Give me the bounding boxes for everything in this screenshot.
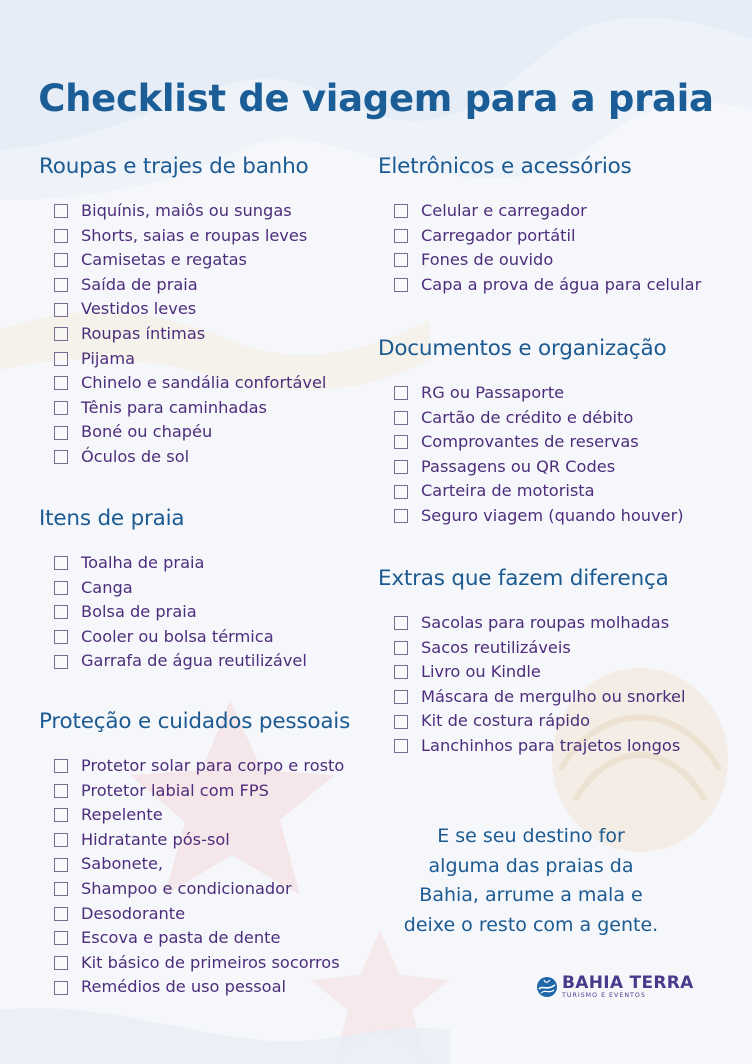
checklist-item-label: Shampoo e condicionador [81, 878, 292, 898]
checklist-item-label: Tênis para caminhadas [81, 397, 267, 417]
brand-logo [536, 974, 694, 1000]
checklist-item-label: Celular e carregador [421, 201, 587, 220]
checkbox[interactable] [54, 956, 68, 970]
checkbox[interactable] [54, 907, 68, 921]
checkbox[interactable] [54, 253, 68, 267]
closing-line: alguma das praias da [428, 854, 634, 877]
globe-logo-icon [536, 976, 558, 998]
checkbox[interactable] [54, 303, 68, 317]
checkbox[interactable] [54, 784, 68, 798]
checklist-item [39, 199, 326, 224]
checklist-item-label: Chinelo e sandália confortável [81, 373, 327, 393]
checklist-item [378, 504, 684, 529]
checklist-item [39, 273, 326, 298]
checklist-item [39, 754, 350, 779]
checklist-item [378, 248, 701, 273]
checklist-item-label: Comprovantes de reservas [421, 432, 639, 452]
checklist-item [39, 224, 326, 249]
checklist-item-label: Hidratante pós-sol [81, 829, 230, 849]
checkbox[interactable] [54, 426, 68, 440]
checklist-item [39, 445, 326, 470]
section-itens-praia [39, 506, 307, 674]
checklist-item [39, 779, 350, 804]
checkbox[interactable] [394, 229, 408, 243]
checklist-item [39, 625, 307, 650]
checklist-item [39, 852, 350, 877]
checklist-item-label: Fones de ouvido [421, 250, 554, 270]
checklist-item-label: Escova e pasta de dente [81, 928, 281, 948]
checkbox[interactable] [54, 450, 68, 464]
section-heading: Documentos e organização [378, 336, 667, 361]
checkbox[interactable] [394, 204, 408, 218]
checklist-item [378, 479, 684, 504]
checklist-item [39, 902, 350, 927]
checklist-item [378, 430, 684, 455]
closing-line: E se seu destino for [437, 825, 625, 847]
checklist-item-label: Óculos de sol [81, 446, 190, 466]
checklist-item [39, 396, 326, 421]
checklist [378, 199, 701, 297]
checkbox[interactable] [54, 401, 68, 415]
checkbox[interactable] [54, 931, 68, 945]
checkbox[interactable] [54, 759, 68, 773]
checkbox[interactable] [54, 655, 68, 669]
checkbox[interactable] [394, 641, 408, 655]
checkbox[interactable] [394, 739, 408, 753]
checklist-item-label: RG ou Passaporte [421, 383, 565, 402]
checklist-item [378, 611, 686, 636]
checklist-item [39, 649, 307, 674]
checkbox[interactable] [54, 204, 68, 218]
checklist-item-label: Protetor labial com FPS [81, 780, 269, 800]
checklist-item-label: Remédios de uso pessoal [81, 977, 287, 997]
checklist-item-label: Sabonete, [81, 854, 164, 874]
checkbox[interactable] [394, 665, 408, 679]
checklist [39, 199, 326, 470]
checkbox[interactable] [394, 509, 408, 523]
checklist-item-label: Lanchinhos para trajetos longos [421, 735, 681, 755]
checklist-item [378, 199, 701, 224]
checklist-item [39, 248, 326, 273]
checklist-item-label: Máscara de mergulho ou snorkel [421, 686, 686, 706]
checklist-item-label: Shorts, saias e roupas leves [81, 225, 308, 245]
checklist-item-label: Capa a prova de água para celular [421, 274, 702, 294]
section-roupas [39, 154, 326, 470]
section-heading: Roupas e trajes de banho [39, 154, 309, 179]
checklist-item-label: Cooler ou bolsa térmica [81, 626, 274, 646]
checklist-item-label: Vestidos leves [81, 299, 197, 319]
brand-name: BAHIA TERRA [562, 973, 694, 993]
checklist-item [39, 877, 350, 902]
brand-tagline: TURISMO E EVENTOS [562, 992, 646, 999]
checklist-item [378, 406, 684, 431]
checklist-item-label: Saída de praia [81, 274, 198, 294]
checkbox[interactable] [54, 630, 68, 644]
checklist-item-label: Passagens ou QR Codes [421, 456, 616, 476]
checklist-item-label: Seguro viagem (quando houver) [421, 505, 684, 525]
checklist-item [39, 926, 350, 951]
checkbox[interactable] [54, 327, 68, 341]
checklist-item-label: Sacos reutilizáveis [421, 637, 571, 657]
checklist-item [39, 347, 326, 372]
checklist-item-label: Sacolas para roupas molhadas [421, 613, 670, 632]
checkbox[interactable] [54, 833, 68, 847]
section-heading: Extras que fazem diferença [378, 566, 669, 591]
section-protecao [39, 709, 350, 1000]
section-eletronicos [378, 154, 701, 297]
checklist-item-label: Canga [81, 577, 133, 597]
checkbox[interactable] [394, 411, 408, 425]
checkbox[interactable] [394, 715, 408, 729]
checkbox[interactable] [54, 882, 68, 896]
checkbox[interactable] [394, 460, 408, 474]
closing-line: Bahia, arrume a mala e [419, 884, 643, 906]
checklist-item [39, 371, 326, 396]
checklist-item-label: Roupas íntimas [81, 323, 206, 343]
checklist-item-label: Carteira de motorista [421, 481, 595, 501]
checklist-item [39, 551, 307, 576]
checklist-item [378, 381, 684, 406]
section-heading: Eletrônicos e acessórios [378, 154, 632, 179]
checklist-item-label: Kit básico de primeiros socorros [81, 952, 340, 972]
checkbox[interactable] [54, 858, 68, 872]
checklist-item-label: Livro ou Kindle [421, 662, 541, 682]
checkbox[interactable] [54, 278, 68, 292]
closing-message [390, 822, 672, 940]
checkbox[interactable] [394, 386, 408, 400]
checkbox[interactable] [54, 605, 68, 619]
checklist-item-label: Biquínis, maiôs ou sungas [81, 201, 292, 220]
checklist-item [39, 322, 326, 347]
checkbox[interactable] [54, 229, 68, 243]
checklist-item [39, 951, 350, 976]
checklist-item-label: Pijama [81, 348, 136, 368]
checkbox[interactable] [54, 556, 68, 570]
checklist-item-label: Carregador portátil [421, 225, 576, 245]
checklist-item [378, 660, 686, 685]
checklist-item [39, 803, 350, 828]
checklist-item [39, 576, 307, 601]
checkbox[interactable] [394, 485, 408, 499]
checkbox[interactable] [394, 690, 408, 704]
checkbox[interactable] [54, 352, 68, 366]
checklist-item [39, 297, 326, 322]
checkbox[interactable] [54, 376, 68, 390]
checkbox[interactable] [394, 435, 408, 449]
section-heading: Itens de praia [39, 506, 185, 531]
checklist-item [39, 420, 326, 445]
checklist-item [378, 685, 686, 710]
page-title: Checklist de viagem para a praia [38, 76, 714, 120]
checkbox[interactable] [394, 253, 408, 267]
section-extras [378, 566, 686, 759]
checklist [39, 754, 350, 1000]
checklist-item-label: Repelente [81, 805, 163, 825]
checkbox[interactable] [54, 981, 68, 995]
checkbox[interactable] [394, 278, 408, 292]
section-documentos [378, 336, 684, 529]
checklist-item [378, 224, 701, 249]
checklist-item [378, 709, 686, 734]
checklist-item-label: Camisetas e regatas [81, 250, 247, 270]
checklist-item [39, 828, 350, 853]
checklist-item-label: Cartão de crédito e débito [421, 407, 634, 427]
checklist-item [378, 273, 701, 298]
checklist [378, 611, 686, 759]
checklist-item-label: Toalha de praia [81, 553, 205, 572]
checklist-item [378, 734, 686, 759]
checklist-item-label: Protetor solar para corpo e rosto [81, 756, 345, 775]
checklist-item-label: Boné ou chapéu [81, 422, 213, 442]
checklist-item [39, 600, 307, 625]
checkbox[interactable] [394, 616, 408, 630]
checklist [378, 381, 684, 529]
checklist-item-label: Kit de costura rápido [421, 711, 591, 731]
checklist-item-label: Garrafa de água reutilizável [81, 651, 307, 671]
checkbox[interactable] [54, 581, 68, 595]
checklist [39, 551, 307, 674]
checklist-item [39, 975, 350, 1000]
checklist-item [378, 636, 686, 661]
section-heading: Proteção e cuidados pessoais [39, 709, 351, 734]
checklist-item-label: Desodorante [81, 903, 186, 923]
checklist-item [378, 455, 684, 480]
checkbox[interactable] [54, 808, 68, 822]
checklist-item-label: Bolsa de praia [81, 602, 197, 622]
closing-line: deixe o resto com a gente. [403, 913, 659, 936]
